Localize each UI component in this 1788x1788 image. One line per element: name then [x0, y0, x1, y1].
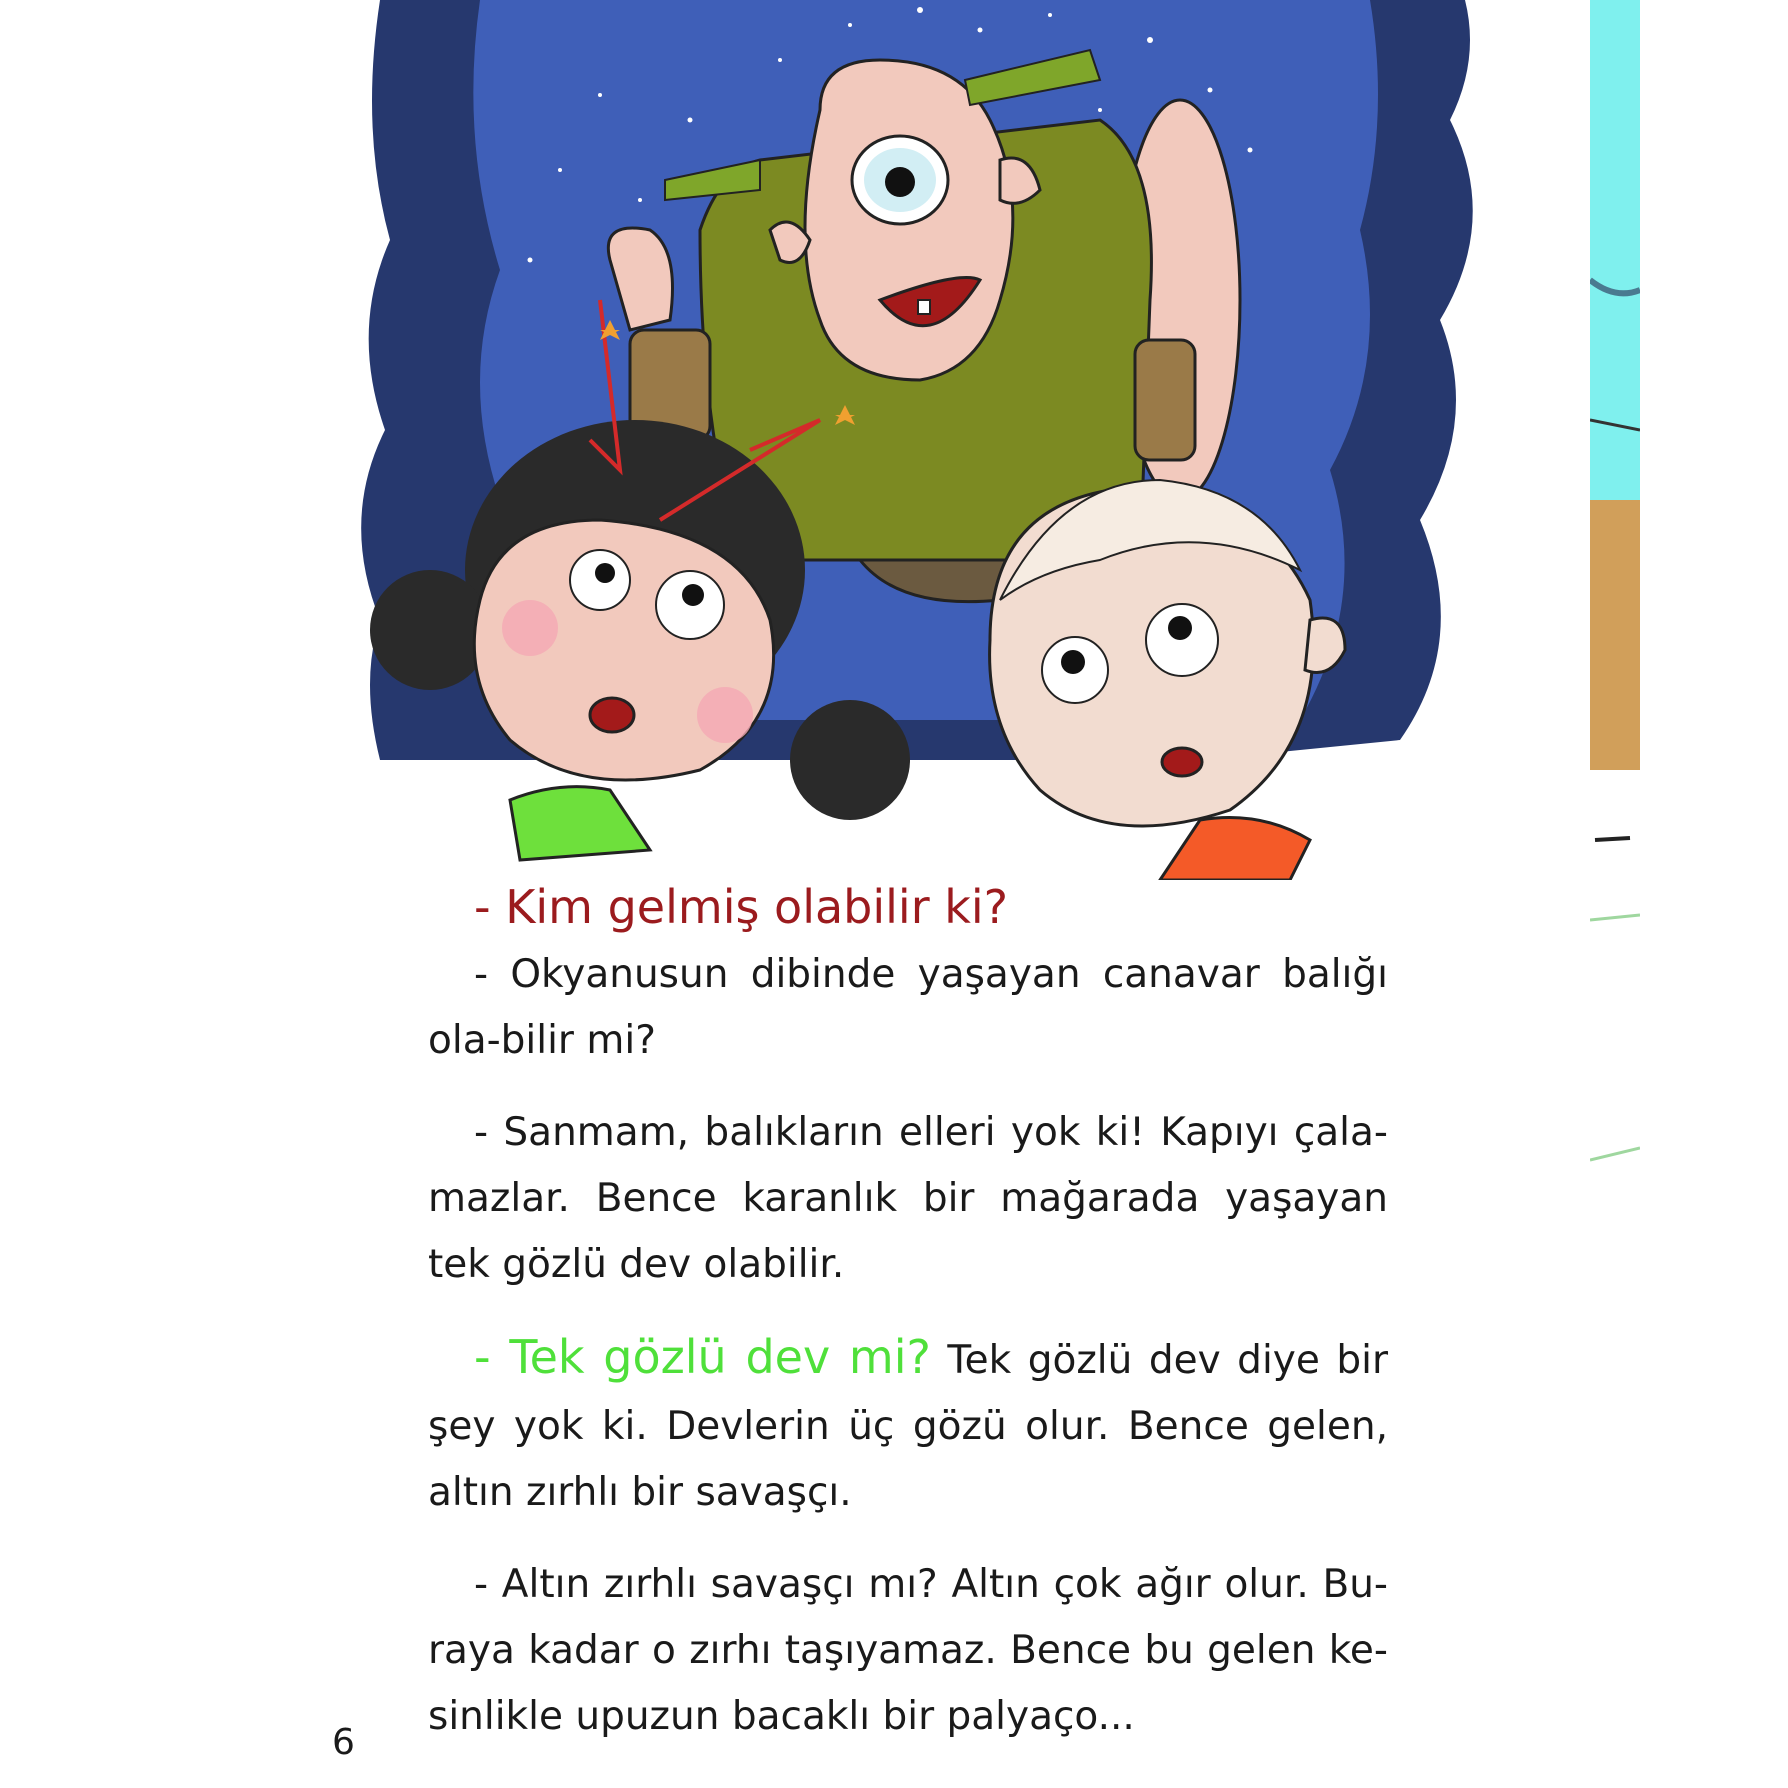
highlighted-question: - Tek gözlü dev mi?: [474, 1330, 931, 1384]
story-illustration: [0, 0, 1788, 880]
story-text: [428, 872, 1388, 1750]
paragraph-1: - Okyanusun dibinde yaşayan canavar balığı ola-bilir mi?: [428, 952, 1388, 1063]
facing-page-edge: [1590, 0, 1640, 1170]
paragraph-3-rest: Tek gözlü dev diye bir şey yok ki. Devlerin üç gözü olur. Bence gelen, altın zırhlı bir savaşçı.: [428, 1338, 1388, 1515]
page-number: 6: [332, 1722, 355, 1763]
paragraph-2: - Sanmam, balıkların elleri yok ki! Kapıyı çala-mazlar. Bence karanlık bir mağarada yaşayan tek gözlü dev olabilir.: [428, 1110, 1388, 1287]
paragraph-4: - Altın zırhlı savaşçı mı? Altın çok ağır olur. Bu-raya kadar o zırhı taşıyamaz. Bence bu gelen ke-sinlikle upuzun bacaklı bir palyaço...: [428, 1562, 1388, 1739]
heading-question: - Kim gelmiş olabilir ki?: [474, 880, 1009, 934]
paragraph-3: [428, 1324, 1388, 1526]
